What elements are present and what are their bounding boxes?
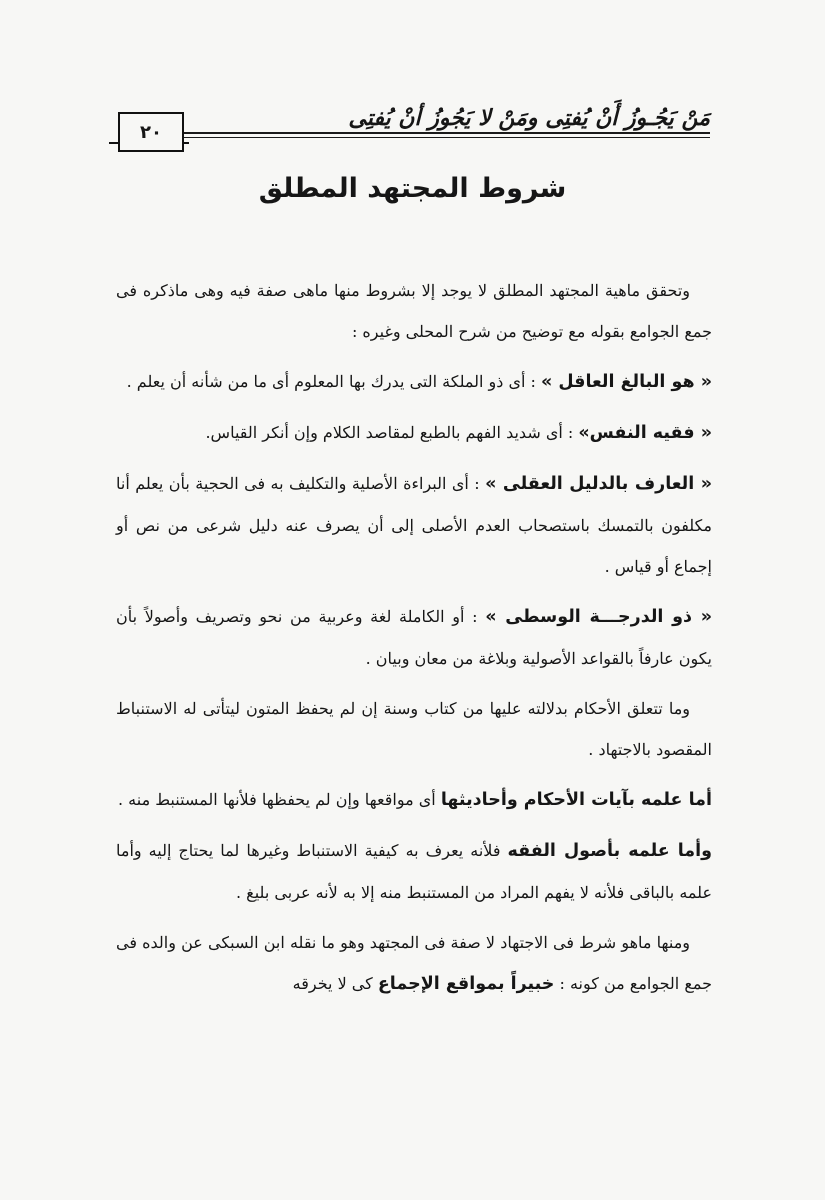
paragraph-text: : أى ذو الملكة التى يدرك بها المعلوم أى ما من شأنه أن يعلم . (126, 372, 541, 391)
paragraph-text: وتحقق ماهية المجتهد المطلق لا يوجد إلا بشروط منها ماهى صفة فيه وهى ماذكره فى جمع الجوامع بقوله مع توضيح من شرح المحلى وغيره : (116, 281, 712, 341)
paragraph-usul-fiqh (116, 830, 712, 913)
paragraph-text: فلأنه يعرف به كيفية الاستنباط وغيرها لما يحتاج إليه وأما علمه بالباقى فلأنه لا يفهم المراد من المستنبط منه إلا به لأنه عربى بليغ . (116, 841, 712, 902)
paragraph-condition-rational-proof (116, 463, 712, 587)
bold-term: خبيراً بمواقع الإجماع (377, 974, 555, 994)
paragraph-text: وما تتعلق الأحكام بدلالته عليها من كتاب وسنة إن لم يحفظ المتون ليتأتى له الاستنباط المقصود بالاجتهاد . (116, 699, 712, 759)
paragraph-condition-faqih (116, 412, 712, 454)
bold-term: « فقيه النفس» (578, 423, 712, 443)
body-text (116, 270, 712, 1014)
header-rule (118, 132, 710, 138)
running-title: مَنْ يَجُـوزُ أَنْ يُفتِى ومَنْ لا يَجُوزُ أنْ يُفتِى (348, 106, 710, 131)
paragraph-text: : أى البراءة الأصلية والتكليف به فى الحجية بأن يعلم أنا مكلفون بالتمسك باستصحاب العدم الأصلى إلى أن يصرف عنه دليل شرعى من نص أو إجماع أو قياس . (116, 474, 712, 576)
paragraph-text: أى مواقعها وإن لم يحفظها فلأنها المستنبط منه . (118, 790, 441, 809)
bold-term: وأما علمه بأصول الفقه (507, 841, 712, 861)
paragraph-condition-adult (116, 361, 712, 403)
bold-term: « ذو الدرجـــة الوسطى » (485, 607, 713, 627)
page-number: ٢٠ (118, 112, 184, 152)
paragraph-text: كى لا يخرقه (292, 974, 378, 993)
page-title: شروط المجتهد المطلق (258, 173, 567, 204)
paragraph-text: : أى شديد الفهم بالطبع لمقاصد الكلام وإن أنكر القياس. (205, 423, 579, 442)
bold-term: « هو البالغ العاقل » (541, 372, 712, 392)
paragraph-rulings (116, 688, 712, 770)
paragraph-condition-middle-degree (116, 596, 712, 679)
bold-term: « العارف بالدليل العقلى » (485, 474, 712, 494)
paragraph-intro (116, 270, 712, 352)
paragraph-text: : أو الكاملة لغة وعربية من نحو وتصريف وأصولاً بأن يكون عارفاً بالقواعد الأصولية وبلاغة من معان وبيان . (116, 607, 712, 668)
paragraph-consensus (116, 922, 712, 1005)
paragraph-verses-hadith (116, 779, 712, 821)
page-header (118, 100, 710, 150)
paragraph-text: ومنها ماهو شرط فى الاجتهاد لا صفة فى المجتهد وهو ما نقله ابن السبكى عن والده فى جمع الجوامع من كونه : (116, 933, 712, 993)
bold-term: أما علمه بآيات الأحكام وأحاديثها (440, 790, 712, 810)
